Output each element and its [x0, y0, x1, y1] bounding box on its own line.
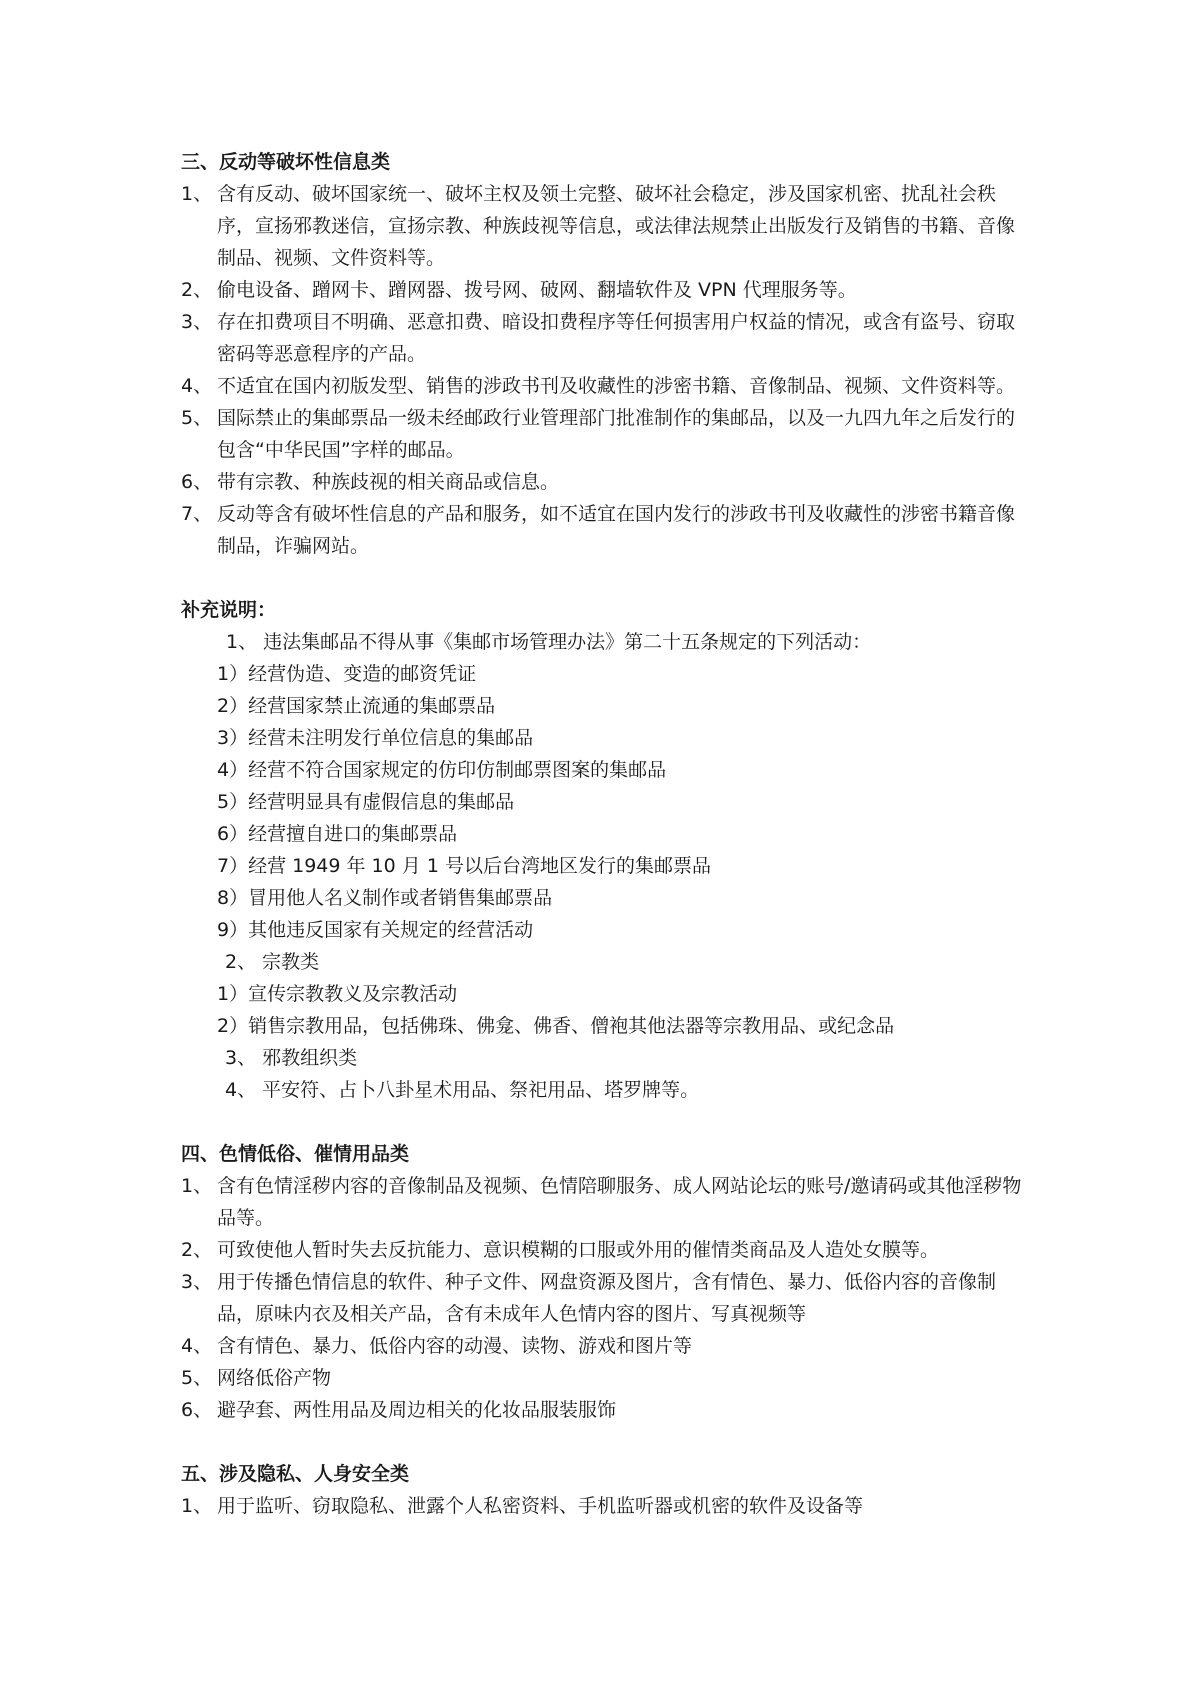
- list-item: [181, 1170, 1031, 1234]
- supplement-line: 2、 宗教类: [225, 951, 320, 973]
- supplement-line: 1）经营伪造、变造的邮资凭证: [217, 663, 477, 685]
- list-item: [181, 370, 1031, 402]
- supplement-line: 9）其他违反国家有关规定的经营活动: [217, 919, 534, 941]
- item-number: 2、: [181, 279, 213, 301]
- section-4-list: [181, 1170, 1031, 1426]
- list-item: [181, 1394, 1031, 1426]
- section-5-title: 五、涉及隐私、人身安全类: [181, 1463, 410, 1485]
- supplement-line: 2）经营国家禁止流通的集邮票品: [217, 695, 496, 717]
- item-text: 含有色情淫秽内容的音像制品及视频、色情陪聊服务、成人网站论坛的账号/邀请码或其他淫秽物品等。: [217, 1175, 1022, 1229]
- list-item: [181, 466, 1031, 498]
- supplement-line: 7）经营 1949 年 10 月 1 号以后台湾地区发行的集邮票品: [217, 855, 711, 877]
- supplement-line: 8）冒用他人名义制作或者销售集邮票品: [217, 887, 553, 909]
- document-content: [181, 146, 1031, 1522]
- list-item: [181, 1490, 1031, 1522]
- item-text: 网络低俗产物: [217, 1367, 332, 1389]
- item-number: 4、: [181, 375, 213, 397]
- item-text: 含有情色、暴力、低俗内容的动漫、读物、游戏和图片等: [217, 1335, 693, 1357]
- item-number: 5、: [181, 1367, 213, 1389]
- list-item: [181, 178, 1031, 274]
- item-number: 1、: [181, 1175, 213, 1197]
- supplement-line: 1、 违法集邮品不得从事《集邮市场管理办法》第二十五条规定的下列活动：: [226, 631, 872, 653]
- list-item: [181, 1330, 1031, 1362]
- item-text: 不适宜在国内初版发型、销售的涉政书刊及收藏性的涉密书籍、音像制品、视频、文件资料等。: [217, 375, 1016, 397]
- spacer: [181, 1106, 1031, 1138]
- supplement-list: [181, 626, 1031, 1106]
- item-text: 偷电设备、蹭网卡、蹭网器、拨号网、破网、翻墙软件及 VPN 代理服务等。: [217, 279, 857, 301]
- list-item: [181, 306, 1031, 370]
- supplement-line: 2）销售宗教用品，包括佛珠、佛龛、佛香、僧袍其他法器等宗教用品、或纪念品: [217, 1015, 895, 1037]
- section-3-title: 三、反动等破坏性信息类: [181, 151, 391, 173]
- supplement-line: 4）经营不符合国家规定的仿印仿制邮票图案的集邮品: [217, 759, 667, 781]
- spacer: [181, 562, 1031, 594]
- item-number: 6、: [181, 1399, 213, 1421]
- item-number: 1、: [181, 183, 213, 205]
- supplement-line: 3）经营未注明发行单位信息的集邮品: [217, 727, 534, 749]
- item-number: 5、: [181, 407, 213, 429]
- supplement-line: 5）经营明显具有虚假信息的集邮品: [217, 791, 515, 813]
- list-item: [181, 1234, 1031, 1266]
- list-item: [181, 498, 1031, 562]
- list-item: [181, 1362, 1031, 1394]
- section-4-title: 四、色情低俗、催情用品类: [181, 1143, 410, 1165]
- item-number: 1、: [181, 1495, 213, 1517]
- item-number: 3、: [181, 1271, 213, 1293]
- item-text: 用于传播色情信息的软件、种子文件、网盘资源及图片，含有情色、暴力、低俗内容的音像制品，原味内衣及相关产品，含有未成年人色情内容的图片、写真视频等: [217, 1271, 997, 1325]
- supplement-line: 6）经营擅自进口的集邮票品: [217, 823, 458, 845]
- item-number: 6、: [181, 471, 213, 493]
- item-number: 7、: [181, 503, 213, 525]
- item-number: 2、: [181, 1239, 213, 1261]
- list-item: [181, 274, 1031, 306]
- list-item: [181, 1266, 1031, 1330]
- item-text: 可致使他人暂时失去反抗能力、意识模糊的口服或外用的催情类商品及人造处女膜等。: [217, 1239, 940, 1261]
- item-text: 国际禁止的集邮票品一级未经邮政行业管理部门批准制作的集邮品，以及一九四九年之后发行的包含“中华民国”字样的邮品。: [217, 407, 1016, 461]
- supplement-line: 3、 邪教组织类: [225, 1047, 358, 1069]
- supplement-title: 补充说明：: [181, 599, 277, 621]
- item-text: 带有宗教、种族歧视的相关商品或信息。: [217, 471, 560, 493]
- item-text: 反动等含有破坏性信息的产品和服务，如不适宜在国内发行的涉政书刊及收藏性的涉密书籍音像制品，诈骗网站。: [217, 503, 1016, 557]
- item-text: 避孕套、两性用品及周边相关的化妆品服装服饰: [217, 1399, 617, 1421]
- item-number: 4、: [181, 1335, 213, 1357]
- spacer: [181, 1426, 1031, 1458]
- list-item: [181, 402, 1031, 466]
- item-number: 3、: [181, 311, 213, 333]
- supplement-line: 1）宣传宗教教义及宗教活动: [217, 983, 458, 1005]
- item-text: 用于监听、窃取隐私、泄露个人私密资料、手机监听器或机密的软件及设备等: [217, 1495, 864, 1517]
- supplement-line: 4、 平安符、占卜八卦星术用品、祭祀用品、塔罗牌等。: [225, 1079, 700, 1101]
- section-5-list: [181, 1490, 1031, 1522]
- item-text: 含有反动、破坏国家统一、破坏主权及领土完整、破坏社会稳定，涉及国家机密、扰乱社会秩序，宣扬邪教迷信，宣扬宗教、种族歧视等信息，或法律法规禁止出版发行及销售的书籍、音像制品、视频、文件资料等。: [217, 183, 1016, 269]
- item-text: 存在扣费项目不明确、恶意扣费、暗设扣费程序等任何损害用户权益的情况，或含有盗号、窃取密码等恶意程序的产品。: [217, 311, 1016, 365]
- section-3-list: [181, 178, 1031, 562]
